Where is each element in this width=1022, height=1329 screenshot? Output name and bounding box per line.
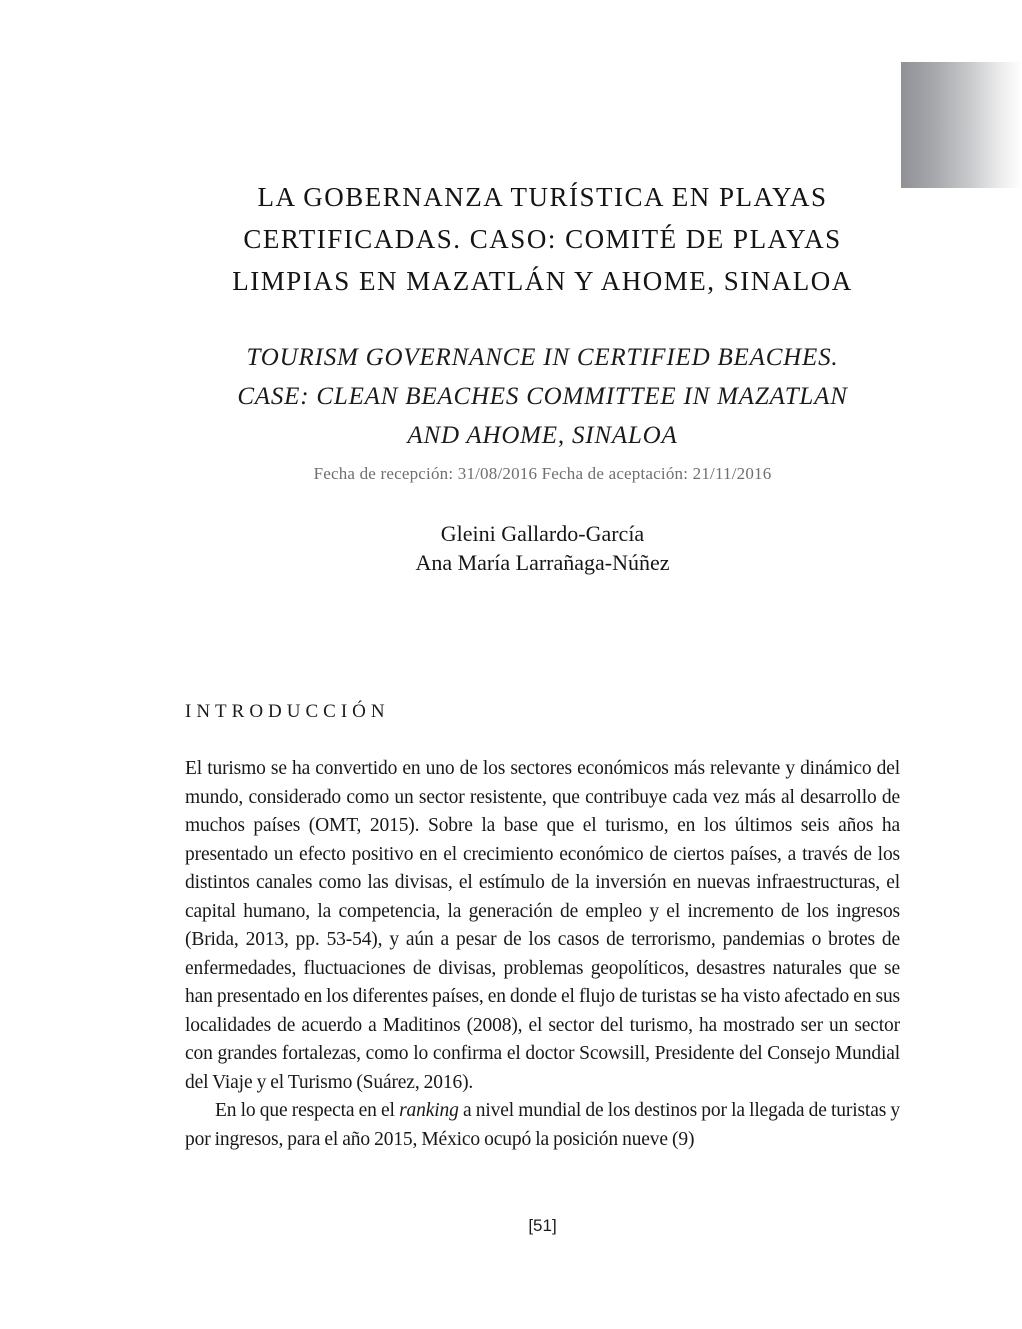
authors-block bbox=[185, 519, 900, 577]
article-content bbox=[185, 0, 900, 1154]
title-es-line-3: LIMPIAS EN MAZATLÁN Y AHOME, SINALOA bbox=[232, 266, 853, 296]
corner-gradient-decoration bbox=[901, 62, 1022, 188]
intro-paragraph-2 bbox=[185, 1097, 900, 1154]
title-es-line-1: LA GOBERNANZA TURÍSTICA EN PLAYAS bbox=[257, 182, 828, 212]
article-title-english bbox=[185, 338, 900, 455]
title-en-line-2: CASE: CLEAN BEACHES COMMITTEE IN MAZATLAN bbox=[237, 383, 848, 410]
reception-acceptance-dates: Fecha de recepción: 31/08/2016 Fecha de aceptación: 21/11/2016 bbox=[313, 464, 772, 483]
intro-paragraph-2-text: En lo que respecta en el bbox=[215, 1100, 400, 1121]
intro-paragraph-1: El turismo se ha convertido en uno de los sectores económicos más relevante y dinámico del mundo, considerado como un sector resistente, que contribuye cada vez más al desarrollo de muchos países (OMT, 2015). Sobre la base que el turismo, en los últimos seis años ha presentado un efecto positivo en el crecimiento económico de ciertos países, a través de los distintos canales como las divisas, el estímulo de la inversión en nuevas infraestructuras, el capital humano, la competencia, la generación de empleo y el incremento de los ingresos (Brida, 2013, pp. 53-54), y aún a pesar de los casos de terrorismo, pandemias o brotes de enfermedades, fluctuaciones de divisas, problemas geopolíticos, desastres naturales que se han presentado en los diferentes países, en donde el flujo de turistas se ha visto afectado en sus localidades de acuerdo a Maditinos (2008), el sector del turismo, ha mostrado ser un sector con grandes fortalezas, como lo confirma el doctor Scowsill, Presidente del Consejo Mundial del Viaje y el Turismo (Suárez, 2016). bbox=[185, 758, 900, 1093]
author-name-1: Gleini Gallardo-García bbox=[440, 521, 645, 546]
article-title-spanish bbox=[185, 176, 900, 302]
page-number: [51] bbox=[528, 1216, 557, 1235]
section-heading-introduccion: INTRODUCCIÓN bbox=[185, 701, 390, 722]
intro-paragraph-2-italic-word: ranking bbox=[399, 1100, 459, 1121]
title-en-line-3: AND AHOME, SINALOA bbox=[407, 422, 678, 449]
title-en-line-1: TOURISM GOVERNANCE IN CERTIFIED BEACHES. bbox=[246, 344, 839, 371]
intro-paragraph-2-text-cont: a nivel mundial de los destinos por la llegada de turistas y por ingresos, para el año 2015, México ocupó la posición nueve (9) bbox=[185, 1100, 901, 1150]
title-es-line-2: CERTIFICADAS. CASO: COMITÉ DE PLAYAS bbox=[243, 224, 842, 254]
author-name-2: Ana María Larrañaga-Núñez bbox=[415, 550, 670, 575]
